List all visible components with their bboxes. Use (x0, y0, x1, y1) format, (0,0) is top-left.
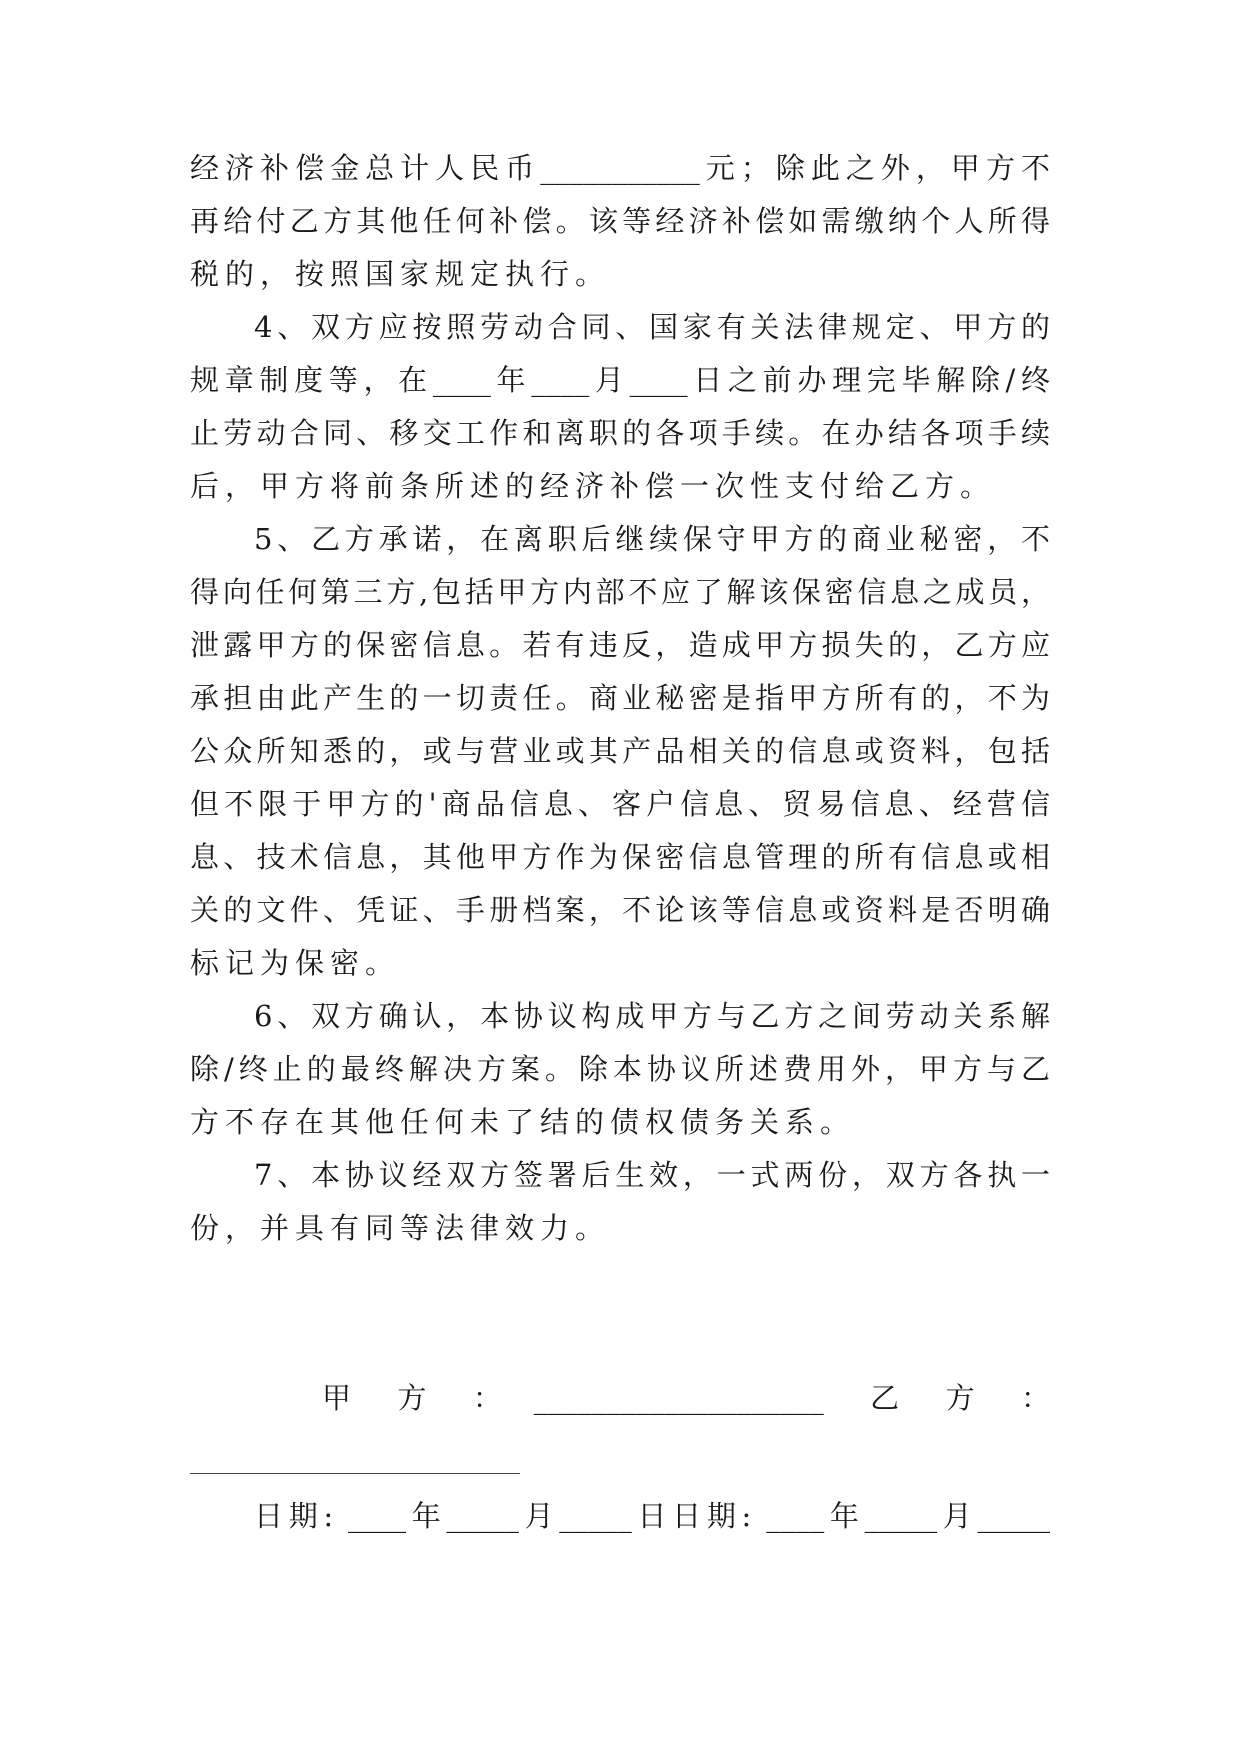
text-line: 5、乙方承诺，在离职后继续保守甲方的商业秘密，不 (254, 522, 1050, 556)
text-line: 关的文件、凭证、手册档案，不论该等信息或资料是否明确 (190, 893, 1050, 927)
signature-line: 甲 方 ： ____________________ 乙 方 ： (322, 1381, 1050, 1415)
text-line: 4、双方应按照劳动合同、国家有关法律规定、甲方的 (254, 310, 1050, 344)
text-line: 但不限于甲方的'商品信息、客户信息、贸易信息、经营信 (190, 787, 1050, 821)
date-line: 日期: ____年_____月_____日日期: ____年_____月_____ (254, 1499, 1050, 1533)
text-line: 再给付乙方其他任何补偿。该等经济补偿如需缴纳个人所得 (190, 204, 1050, 238)
text-line: 经济补偿金总计人民币___________元；除此之外，甲方不 (190, 151, 1050, 185)
text-line: 7、本协议经双方签署后生效，一式两份，双方各执一 (254, 1158, 1050, 1192)
text-line: 息、技术信息，其他甲方作为保密信息管理的所有信息或相 (190, 840, 1050, 874)
text-line: 6、双方确认，本协议构成甲方与乙方之间劳动关系解 (254, 999, 1050, 1033)
text-line: 除/终止的最终解决方案。除本协议所述费用外，甲方与乙 (190, 1052, 1050, 1086)
signature-underline (190, 1473, 520, 1474)
text-line: 后，甲方将前条所述的经济补偿一次性支付给乙方。 (190, 469, 996, 503)
text-line: 得向任何第三方,包括甲方内部不应了解该保密信息之成员， (190, 575, 1050, 609)
text-line: 止劳动合同、移交工作和离职的各项手续。在办结各项手续 (190, 416, 1050, 450)
text-line: 规章制度等，在____年____月____日之前办理完毕解除/终 (190, 363, 1050, 397)
text-line: 标记为保密。 (190, 946, 401, 980)
text-line: 泄露甲方的保密信息。若有违反，造成甲方损失的，乙方应 (190, 628, 1050, 662)
text-line: 公众所知悉的，或与营业或其产品相关的信息或资料，包括 (190, 734, 1050, 768)
text-line: 承担由此产生的一切责任。商业秘密是指甲方所有的，不为 (190, 681, 1050, 715)
text-line: 税的，按照国家规定执行。 (190, 257, 611, 291)
text-line: 份，并具有同等法律效力。 (190, 1211, 611, 1245)
text-line: 方不存在其他任何未了结的债权债务关系。 (190, 1105, 856, 1139)
